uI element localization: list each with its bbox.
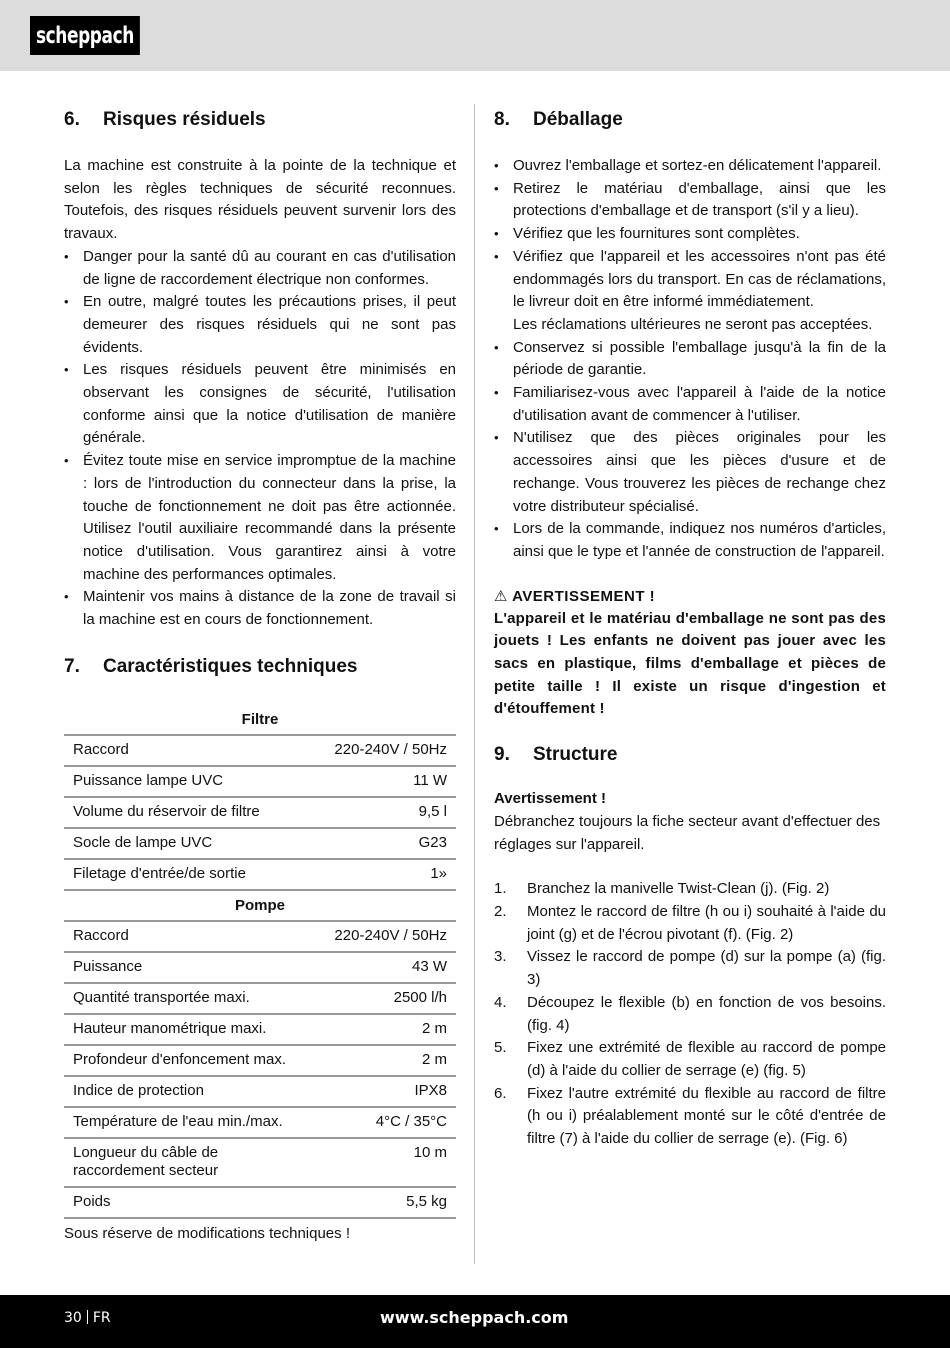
spec-label: Température de l'eau min./max. bbox=[64, 1107, 302, 1138]
table-row bbox=[64, 921, 456, 952]
bullet-list bbox=[64, 246, 456, 632]
warning-box bbox=[494, 586, 886, 722]
step-item bbox=[494, 1083, 886, 1151]
spec-value: 1» bbox=[302, 859, 456, 890]
step-number: 2. bbox=[494, 902, 507, 920]
page-footer bbox=[0, 1295, 950, 1348]
language-code: FR bbox=[92, 1310, 111, 1326]
section-heading bbox=[494, 741, 886, 769]
spec-table bbox=[64, 705, 456, 1219]
step-number: 1. bbox=[494, 880, 507, 898]
section-heading bbox=[64, 653, 456, 681]
step-number: 4. bbox=[494, 993, 507, 1011]
spec-label: Quantité transportée maxi. bbox=[64, 983, 302, 1014]
spec-label: Indice de protection bbox=[64, 1076, 302, 1107]
spec-note: Sous réserve de modifications techniques ! bbox=[64, 1224, 350, 1242]
step-item bbox=[494, 946, 886, 991]
list-item: • Maintenir vos mains à distance de la zone de travail si la machine est en cours de fonctionnement. bbox=[64, 586, 456, 631]
step-item bbox=[494, 1037, 886, 1082]
spec-label: Filetage d'entrée/de sortie bbox=[64, 859, 302, 890]
list-item: • Lors de la commande, indiquez nos numéros d'articles, ainsi que le type et l'année de construction de l'appareil. bbox=[494, 518, 886, 563]
spec-label: Hauteur manométrique maxi. bbox=[64, 1014, 302, 1045]
section-number: 7. bbox=[64, 655, 80, 677]
left-column bbox=[64, 106, 456, 1245]
warning-body: L'appareil et le matériau d'emballage ne sont pas des jouets ! Les enfants ne doivent pas jouer avec les sacs en plastique, films d'emballage et pièces de petite taille ! Il existe un risque d'ingestion et d'étouffement ! bbox=[494, 609, 886, 718]
spec-value: 43 W bbox=[302, 952, 456, 983]
table-group-heading: Pompe bbox=[64, 890, 456, 921]
warning-triangle-icon: ⚠ bbox=[494, 587, 508, 605]
spec-value: 4°C / 35°C bbox=[302, 1107, 456, 1138]
spec-label: Volume du réservoir de filtre bbox=[64, 797, 302, 828]
scheppach-logo: scheppach bbox=[30, 16, 140, 55]
spec-value: 11 W bbox=[302, 766, 456, 797]
step-number: 6. bbox=[494, 1084, 507, 1102]
spec-value: 10 m bbox=[302, 1138, 456, 1187]
spec-label: Raccord bbox=[64, 921, 302, 952]
bullet-list bbox=[494, 155, 886, 564]
spec-value: 5,5 kg bbox=[302, 1187, 456, 1218]
table-group-heading: Filtre bbox=[64, 705, 456, 735]
spec-value: 2500 l/h bbox=[302, 983, 456, 1014]
spec-value: 9,5 l bbox=[302, 797, 456, 828]
right-column bbox=[494, 106, 886, 1151]
spec-value: 2 m bbox=[302, 1014, 456, 1045]
section-title: Structure bbox=[533, 744, 618, 766]
list-item: • N'utilisez que des pièces originales pour les accessoires ainsi que les pièces d'usure et de rechange. Vous trouverez les pièces de rechange chez votre distributeur spécialisé. bbox=[494, 427, 886, 518]
section-title: Risques résiduels bbox=[103, 109, 266, 130]
step-text: Montez le raccord de filtre (h ou i) souhaité à l'aide du joint (g) et de l'écrou pivotant (f). (Fig. 2) bbox=[527, 902, 886, 943]
section-structure bbox=[494, 741, 886, 1151]
section-heading bbox=[494, 106, 886, 134]
notice-title: Avertissement ! bbox=[494, 790, 606, 808]
table-row bbox=[64, 1187, 456, 1218]
step-text: Fixez une extrémité de flexible au raccord de pompe (d) à l'aide du collier de serrage (e) (fig. 5) bbox=[527, 1039, 886, 1079]
step-number: 3. bbox=[494, 948, 507, 966]
website-link[interactable]: www.scheppach.com bbox=[380, 1308, 569, 1327]
section-residual-risks bbox=[64, 106, 456, 632]
spec-label: Poids bbox=[64, 1187, 302, 1218]
table-row bbox=[64, 1014, 456, 1045]
step-item bbox=[494, 992, 886, 1037]
step-item bbox=[494, 878, 886, 901]
section-heading bbox=[64, 106, 456, 134]
page-header bbox=[0, 0, 950, 71]
steps-list bbox=[494, 878, 886, 1150]
list-item-text: Vérifiez que l'appareil et les accessoires n'ont pas été endommagés lors du transport. En cas de réclamations, le livreur doit en être informé immédiatement. bbox=[513, 247, 886, 311]
spec-label: Puissance lampe UVC bbox=[64, 766, 302, 797]
table-row bbox=[64, 1045, 456, 1076]
section-title: Déballage bbox=[533, 109, 623, 130]
table-row bbox=[64, 859, 456, 890]
warning-title: AVERTISSEMENT ! bbox=[512, 587, 656, 605]
spec-value: G23 bbox=[302, 828, 456, 859]
section-technical-specs bbox=[64, 653, 456, 1246]
spec-value: 220-240V / 50Hz bbox=[302, 921, 456, 952]
list-item: • Conservez si possible l'emballage jusqu'à la fin de la période de garantie. bbox=[494, 337, 886, 382]
list-item: • Danger pour la santé dû au courant en cas d'utilisation de ligne de raccordement électrique non conformes. bbox=[64, 246, 456, 291]
step-text: Fixez l'autre extrémité du flexible au raccord de filtre (h ou i) préalablement monté sur le côté d'entrée de filtre (7) à l'aide du collier de serrage (e). (Fig. 6) bbox=[527, 1084, 886, 1148]
list-item: • Ouvrez l'emballage et sortez-en délicatement l'appareil. bbox=[494, 155, 886, 178]
section-title: Caractéristiques techniques bbox=[103, 655, 358, 677]
step-text: Vissez le raccord de pompe (d) sur la pompe (a) (fig. 3) bbox=[527, 948, 886, 989]
spec-label: Longueur du câble de raccordement secteur bbox=[64, 1138, 302, 1187]
spec-value: 2 m bbox=[302, 1045, 456, 1076]
table-row bbox=[64, 1076, 456, 1107]
table-row bbox=[64, 983, 456, 1014]
page-indicator bbox=[64, 1310, 111, 1326]
list-item: • Retirez le matériau d'emballage, ainsi que les protections d'emballage et de transport (s'il y a lieu). bbox=[494, 178, 886, 223]
notice-body: Débranchez toujours la fiche secteur avant d'effectuer des réglages sur l'appareil. bbox=[494, 812, 881, 853]
step-number: 5. bbox=[494, 1039, 507, 1057]
step-item bbox=[494, 901, 886, 946]
intro-paragraph: La machine est construite à la pointe de la technique et selon les règles techniques de sécurité reconnues. Toutefois, des risques résiduels peuvent survenir lors des travaux. bbox=[64, 157, 456, 243]
list-item: • Évitez toute mise en service impromptue de la machine : lors de l'introduction du connecteur dans la prise, la touche de fonctionnement ne doit pas être actionnée. Utilisez l'outil auxiliaire recommandé dans la présente notice d'utilisation. Vous garantirez ainsi à votre machine des performances optimales. bbox=[64, 450, 456, 586]
spec-label: Puissance bbox=[64, 952, 302, 983]
table-row bbox=[64, 1107, 456, 1138]
list-item bbox=[494, 246, 886, 337]
step-text: Découpez le flexible (b) en fonction de vos besoins. (fig. 4) bbox=[527, 993, 886, 1034]
spec-value: 220-240V / 50Hz bbox=[302, 735, 456, 766]
spec-value: IPX8 bbox=[302, 1076, 456, 1107]
separator bbox=[87, 1310, 88, 1324]
table-row bbox=[64, 952, 456, 983]
table-row bbox=[64, 797, 456, 828]
section-number: 9. bbox=[494, 744, 510, 766]
spec-label: Socle de lampe UVC bbox=[64, 828, 302, 859]
column-divider bbox=[474, 104, 475, 1264]
list-item-extra: Les réclamations ultérieures ne seront pas acceptées. bbox=[513, 315, 873, 333]
list-item: • Les risques résiduels peuvent être minimisés en observant les consignes de sécurité, l'utilisation conforme ainsi que la notice d'utilisation de manière générale. bbox=[64, 359, 456, 450]
spec-label: Raccord bbox=[64, 735, 302, 766]
page-number: 30 bbox=[64, 1310, 82, 1326]
table-row bbox=[64, 828, 456, 859]
table-row bbox=[64, 766, 456, 797]
warning-title-row bbox=[494, 586, 886, 608]
section-number: 8. bbox=[494, 109, 510, 130]
list-item: • Vérifiez que les fournitures sont complètes. bbox=[494, 223, 886, 246]
table-row bbox=[64, 735, 456, 766]
step-text: Branchez la manivelle Twist-Clean (j). (Fig. 2) bbox=[527, 880, 830, 898]
section-number: 6. bbox=[64, 109, 80, 130]
table-row bbox=[64, 1138, 456, 1187]
list-item: • En outre, malgré toutes les précautions prises, il peut demeurer des risques résiduels qui ne sont pas évidents. bbox=[64, 291, 456, 359]
list-item: • Familiarisez-vous avec l'appareil à l'aide de la notice d'utilisation avant de commencer à l'utiliser. bbox=[494, 382, 886, 427]
spec-label: Profondeur d'enfoncement max. bbox=[64, 1045, 302, 1076]
section-unpacking bbox=[494, 106, 886, 721]
